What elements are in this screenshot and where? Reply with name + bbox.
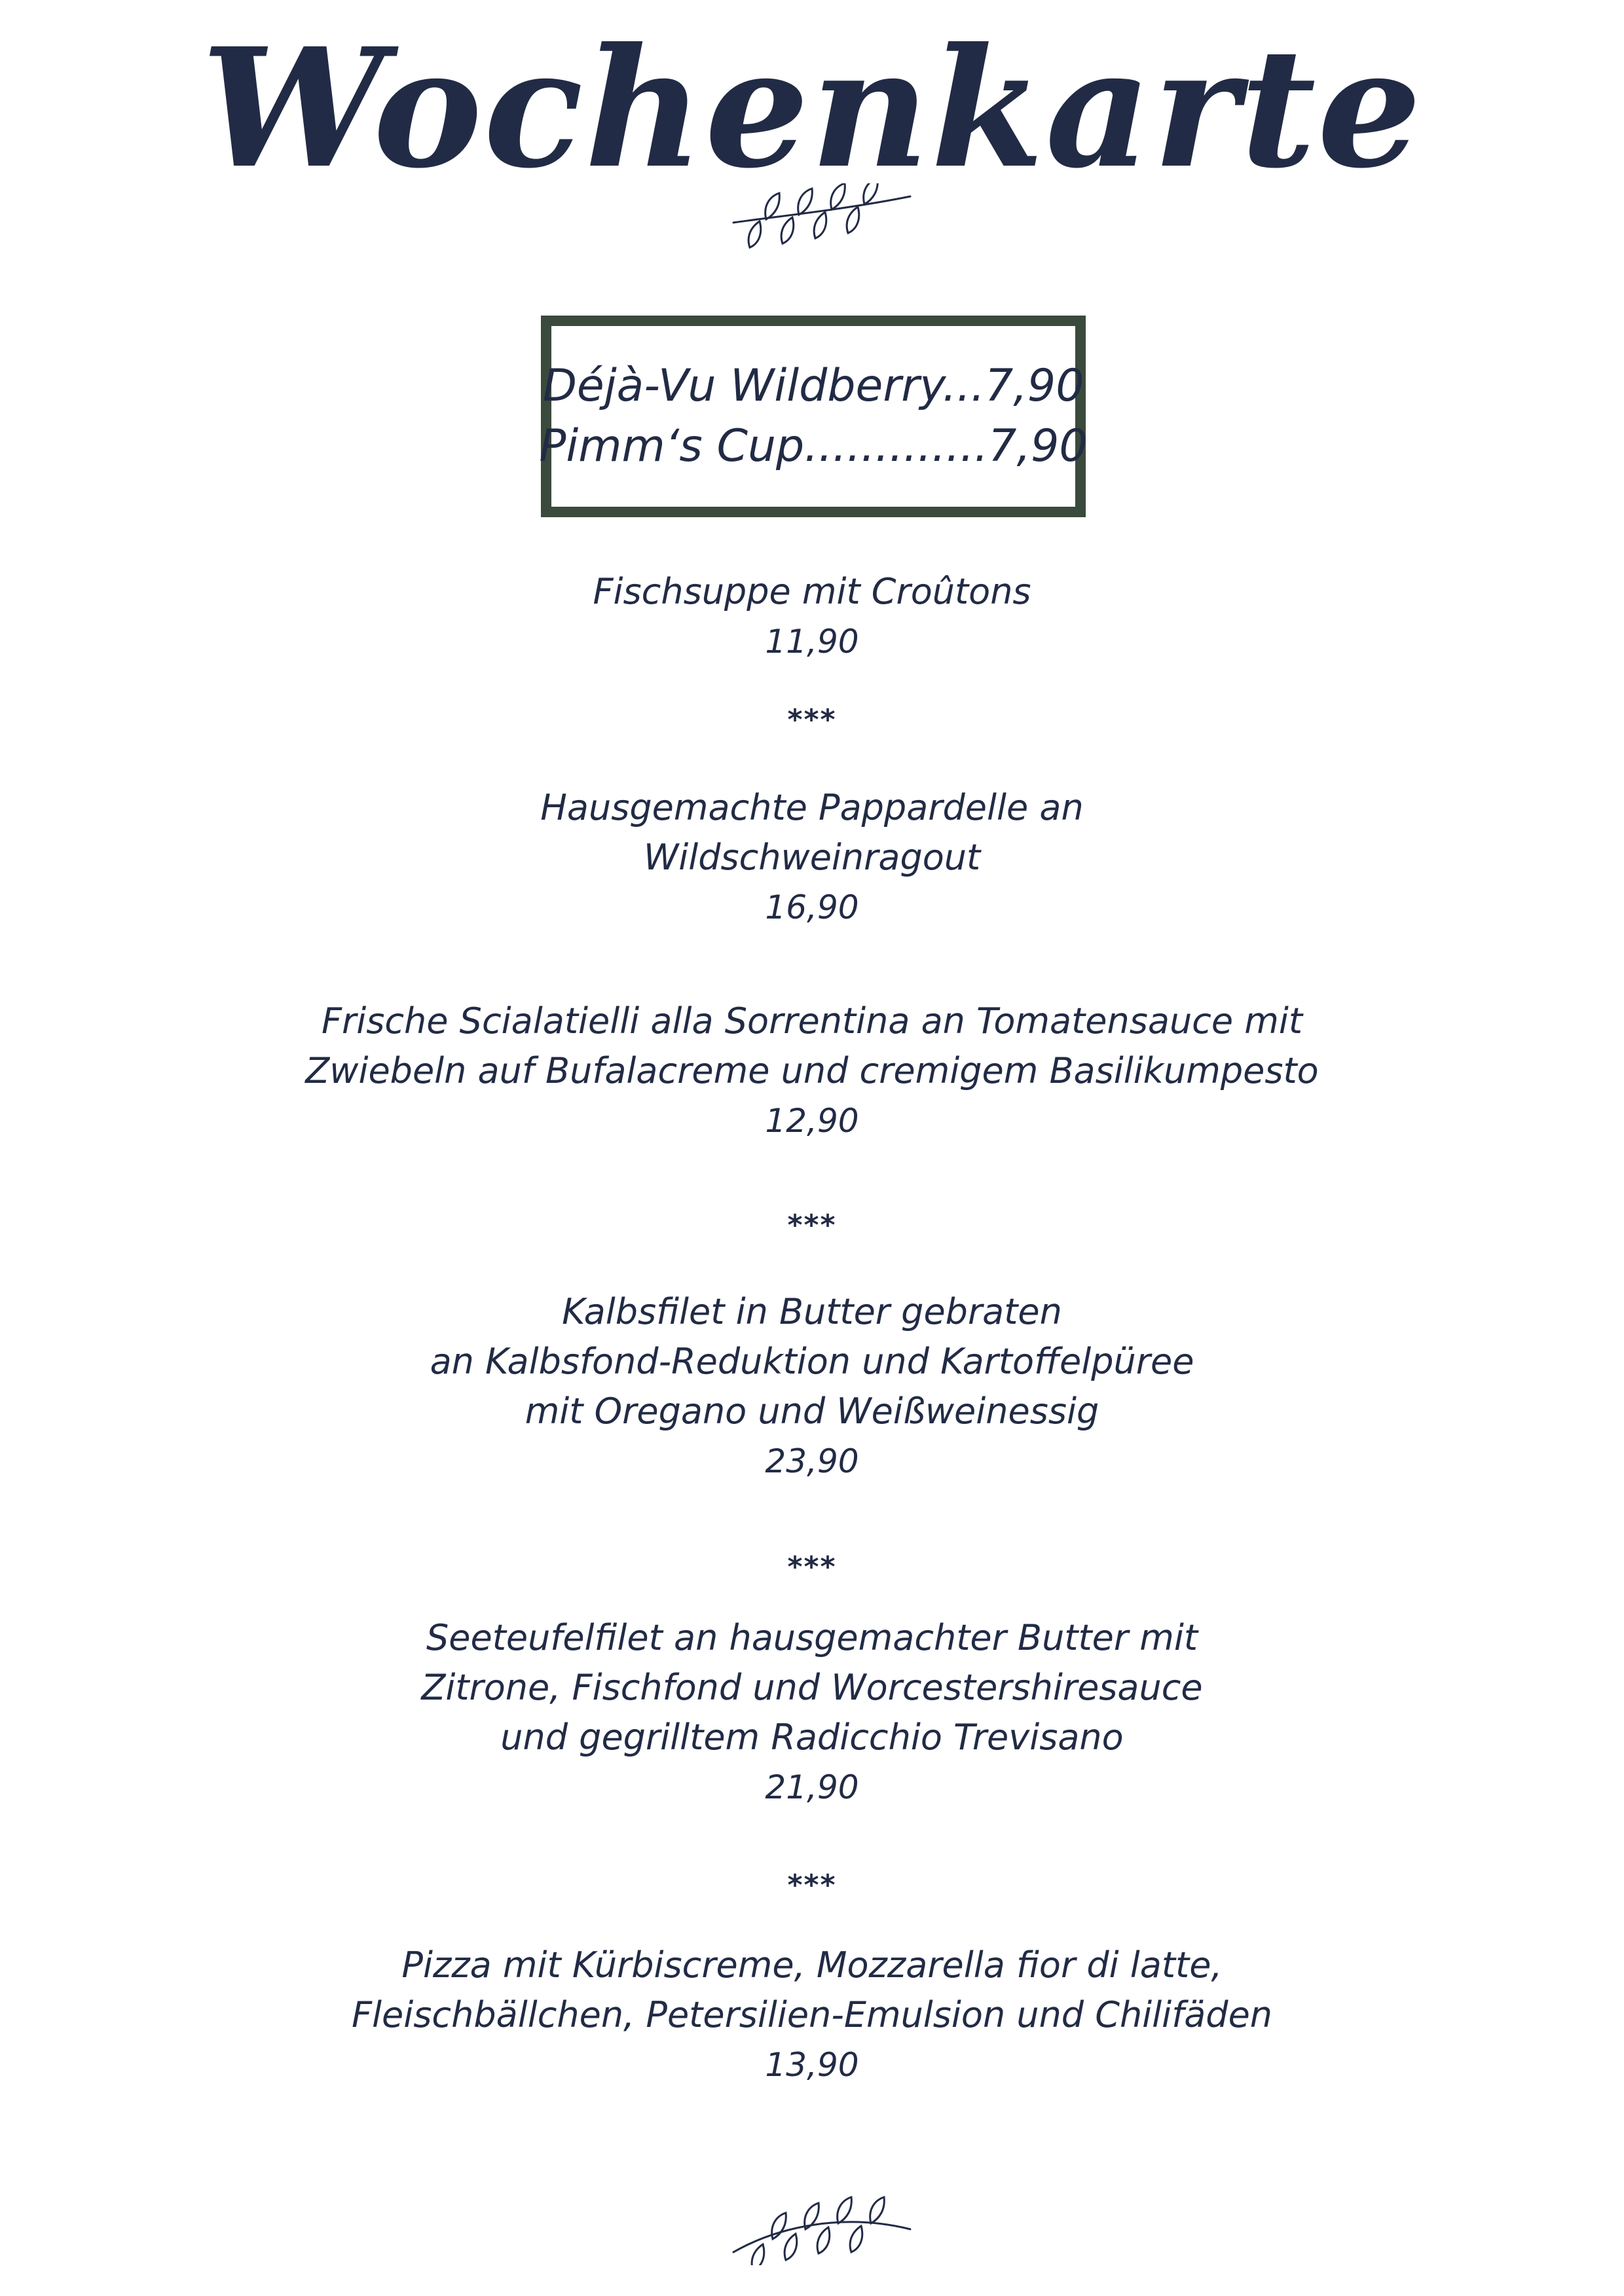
separator: *** [787,703,837,737]
drink-item: Pimm‘s Cup.............7,90 [539,420,1088,472]
dish-name: Wildschweinragout [643,837,981,878]
dish-item [0,1941,1624,2090]
separator: *** [787,1550,837,1584]
dish-price: 12,90 [765,1102,859,1140]
dish-price: 13,90 [765,2046,859,2084]
dish-item [0,996,1624,1146]
dish-price: 23,90 [765,1442,859,1480]
dish-name: Fleischbällchen, Petersilien-Emulsion und Chilifäden [351,1994,1273,2035]
dish-name: Zitrone, Fischfond und Worcestershiresauce [421,1667,1203,1708]
dish-name: Zwiebeln auf Bufalacreme und cremigem Basilikumpesto [305,1050,1319,1091]
separator: *** [787,1868,837,1902]
dish-price: 16,90 [765,888,859,926]
page-title: Wochenkarte [201,12,1423,204]
dish-name: Pizza mit Kürbiscreme, Mozzarella fior di latte, [401,1944,1223,1986]
dish-item [0,783,1624,932]
dish-name: und gegrilltem Radicchio Trevisano [500,1717,1124,1758]
drinks-specials-box [541,316,1086,517]
laurel-sprig-icon [727,183,917,255]
dish-name: Kalbsfilet in Butter gebraten [562,1291,1062,1332]
dish-name: Frische Scialatielli alla Sorrentina an Tomatensauce mit [321,1000,1303,1042]
dish-item [0,1613,1624,1812]
dish-item [0,567,1624,666]
dish-name: Fischsuppe mit Croûtons [593,571,1031,612]
dish-item [0,1287,1624,1486]
dish-name: Seeteufelfilet an hausgemachter Butter mit [426,1617,1198,1658]
laurel-sprig-icon [727,2193,917,2265]
separator: *** [787,1209,837,1242]
dish-name: mit Oregano und Weißweinessig [525,1391,1099,1432]
dish-name: an Kalbsfond-Reduktion und Kartoffelpüree [430,1341,1194,1382]
drink-item: Déjà-Vu Wildberry...7,90 [542,360,1084,412]
dish-price: 21,90 [765,1768,859,1806]
dish-price: 11,90 [765,623,859,661]
dish-name: Hausgemachte Pappardelle an [540,787,1084,828]
